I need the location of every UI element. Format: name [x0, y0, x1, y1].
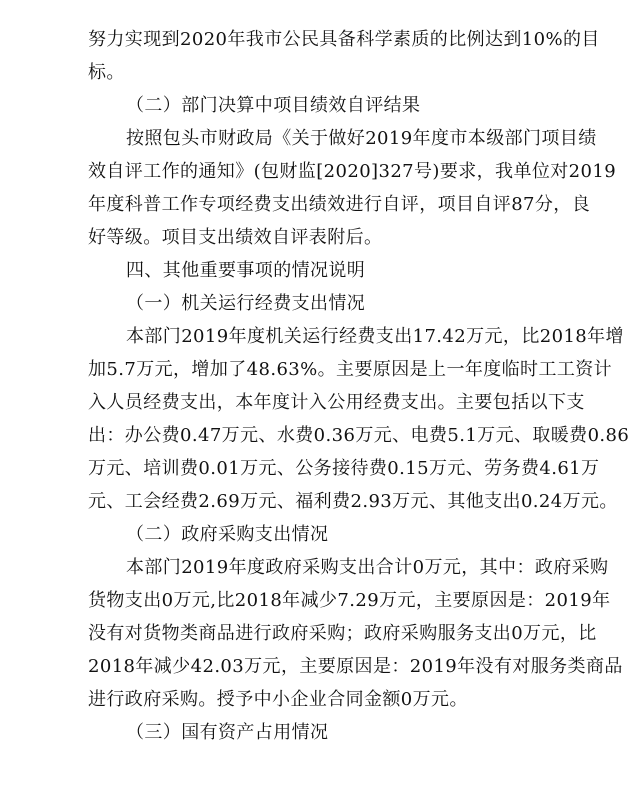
text-line: 入人员经费支出，本年度计入公用经费支出。主要包括以下支: [88, 392, 585, 413]
text-line: 货物支出0万元,比2018年减少7.29万元，主要原因是：2019年: [88, 590, 611, 611]
text-line: 没有对货物类商品进行政府采购；政府采购服务支出0万元，比: [88, 623, 597, 644]
text-line: 出：办公费0.47万元、水费0.36万元、电费5.1万元、取暖费0.86: [88, 425, 630, 446]
section-heading: （一）机关运行经费支出情况: [126, 293, 366, 314]
text-line: 本部门2019年度机关运行经费支出17.42万元，比2018年增: [126, 326, 624, 347]
text-line: 效自评工作的通知》(包财监[2020]327号)要求，我单位对2019: [88, 161, 617, 182]
text-line: 加5.7万元，增加了48.63%。主要原因是上一年度临时工工资计: [88, 359, 613, 380]
section-heading: （二）部门决算中项目绩效自评结果: [126, 95, 421, 116]
text-line: 2018年减少42.03万元，主要原因是：2019年没有对服务类商品: [88, 656, 623, 677]
text-line: 标。: [88, 62, 125, 83]
text-line: 按照包头市财政局《关于做好2019年度市本级部门项目绩: [126, 128, 597, 149]
text-line: 好等级。项目支出绩效自评表附后。: [88, 227, 383, 248]
text-line: 努力实现到2020年我市公民具备科学素质的比例达到10%的目: [88, 29, 600, 50]
text-line: 万元、培训费0.01万元、公务接待费0.15万元、劳务费4.61万: [88, 458, 600, 479]
section-heading: 四、其他重要事项的情况说明: [126, 260, 366, 281]
text-line: 年度科普工作专项经费支出绩效进行自评，项目自评87分，良: [88, 194, 591, 215]
text-line: 本部门2019年度政府采购支出合计0万元，其中：政府采购: [126, 557, 609, 578]
section-heading: （三）国有资产占用情况: [126, 722, 329, 743]
text-line: 进行政府采购。授予中小企业合同金额0万元。: [88, 689, 468, 710]
section-heading: （二）政府采购支出情况: [126, 524, 329, 545]
text-line: 元、工会经费2.69万元、福利费2.93万元、其他支出0.24万元。: [88, 491, 618, 512]
